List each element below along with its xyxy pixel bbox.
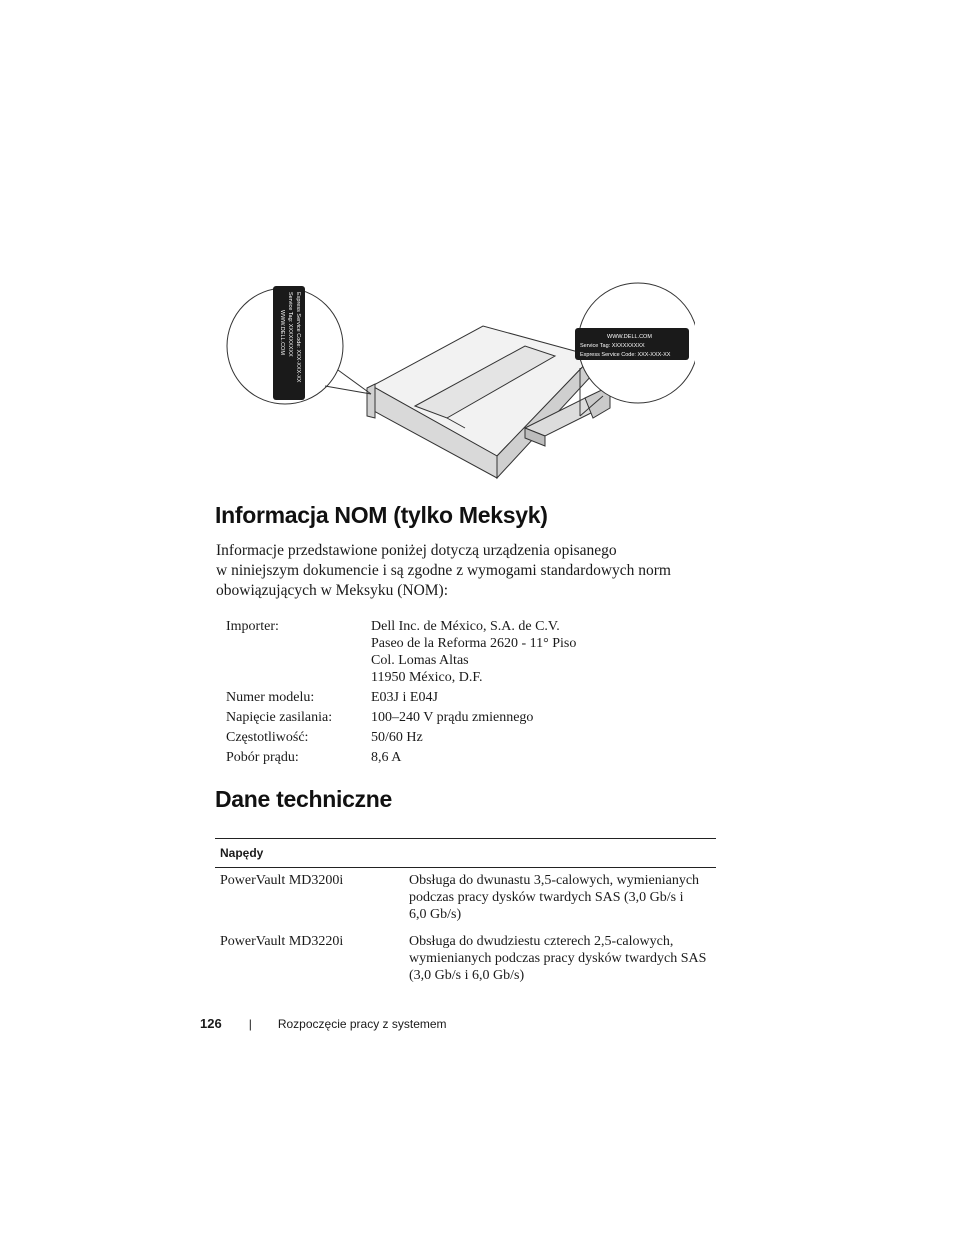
nom-heading: Informacja NOM (tylko Meksyk) — [215, 502, 548, 528]
left-label-callout — [227, 286, 371, 404]
intro-line: obowiązujących w Meksyku (NOM): — [216, 582, 449, 599]
spec-value-line: podczas pracy dysków twardych SAS (3,0 Gb/s i — [409, 890, 684, 905]
nom-row-model — [226, 689, 576, 706]
spec-value — [409, 872, 716, 923]
spec-value-line: Obsługa do dwunastu 3,5-calowych, wymienianych — [409, 873, 700, 888]
nom-value-line: 50/60 Hz — [371, 730, 423, 745]
storage-enclosure-illustration — [225, 278, 695, 483]
nom-intro-paragraph — [216, 541, 716, 601]
nom-value — [371, 689, 438, 706]
nom-row-voltage — [226, 709, 576, 726]
nom-value-line: 100–240 V prądu zmiennego — [371, 710, 534, 725]
nom-value — [371, 618, 576, 686]
nom-value-line: Dell Inc. de México, S.A. de C.V. — [371, 619, 560, 634]
spec-value-line: 6,0 Gb/s) — [409, 907, 462, 922]
spec-row-md3200i — [215, 868, 716, 923]
intro-line: w niniejszym dokumencie i są zgodne z wymogami standardowych norm — [216, 562, 671, 579]
spec-row-md3220i — [215, 923, 716, 984]
nom-value-line: 8,6 A — [371, 750, 402, 765]
nom-info-table — [226, 618, 576, 769]
spec-value-line: (3,0 Gb/s i 6,0 Gb/s) — [409, 968, 525, 983]
nom-row-importer — [226, 618, 576, 686]
nom-value — [371, 709, 533, 726]
nom-key: Częstotliwość: — [226, 730, 309, 745]
nom-value-line: E03J i E04J — [371, 690, 438, 705]
page-footer — [200, 1016, 447, 1031]
nom-key: Napięcie zasilania: — [226, 710, 333, 725]
label-line-service-tag: Service Tag: XXXXXXXXX — [287, 292, 293, 357]
spec-key: PowerVault MD3220i — [220, 934, 344, 949]
intro-line: Informacje przedstawione poniżej dotyczą urządzenia opisanego — [216, 542, 617, 559]
label-line-express-code: Express Service Code: XXX-XXX-XX — [295, 292, 301, 383]
chassis — [367, 326, 610, 478]
nom-key: Numer modelu: — [226, 690, 315, 705]
nom-value — [371, 729, 423, 746]
label-line-url: WWW.DELL.COM — [279, 310, 285, 355]
footer-section-title: Rozpoczęcie pracy z systemem — [277, 1016, 447, 1031]
nom-key: Importer: — [226, 619, 279, 634]
nom-row-current — [226, 749, 576, 766]
tech-heading: Dane techniczne — [215, 786, 392, 812]
spec-table-header: Napędy — [215, 839, 716, 868]
spec-value-line: Obsługa do dwudziestu czterech 2,5-calowych, — [409, 934, 674, 949]
page-number: 126 — [200, 1016, 222, 1031]
nom-value — [371, 749, 401, 766]
nom-row-frequency — [226, 729, 576, 746]
nom-key: Pobór prądu: — [226, 750, 299, 765]
label-line-service-tag: Service Tag: XXXXXXXXX — [580, 343, 645, 349]
spec-key: PowerVault MD3200i — [220, 873, 344, 888]
label-line-express-code: Express Service Code: XXX-XXX-XX — [580, 352, 671, 358]
footer-separator: | — [248, 1016, 252, 1031]
spec-table — [215, 838, 716, 984]
nom-value-line: 11950 México, D.F. — [371, 670, 483, 685]
nom-value-line: Col. Lomas Altas — [371, 653, 469, 668]
label-line-url: WWW.DELL.COM — [607, 334, 652, 340]
spec-value — [409, 933, 716, 984]
spec-value-line: wymienianych podczas pracy dysków twardych SAS — [409, 951, 707, 966]
nom-value-line: Paseo de la Reforma 2620 - 11° Piso — [371, 636, 577, 651]
